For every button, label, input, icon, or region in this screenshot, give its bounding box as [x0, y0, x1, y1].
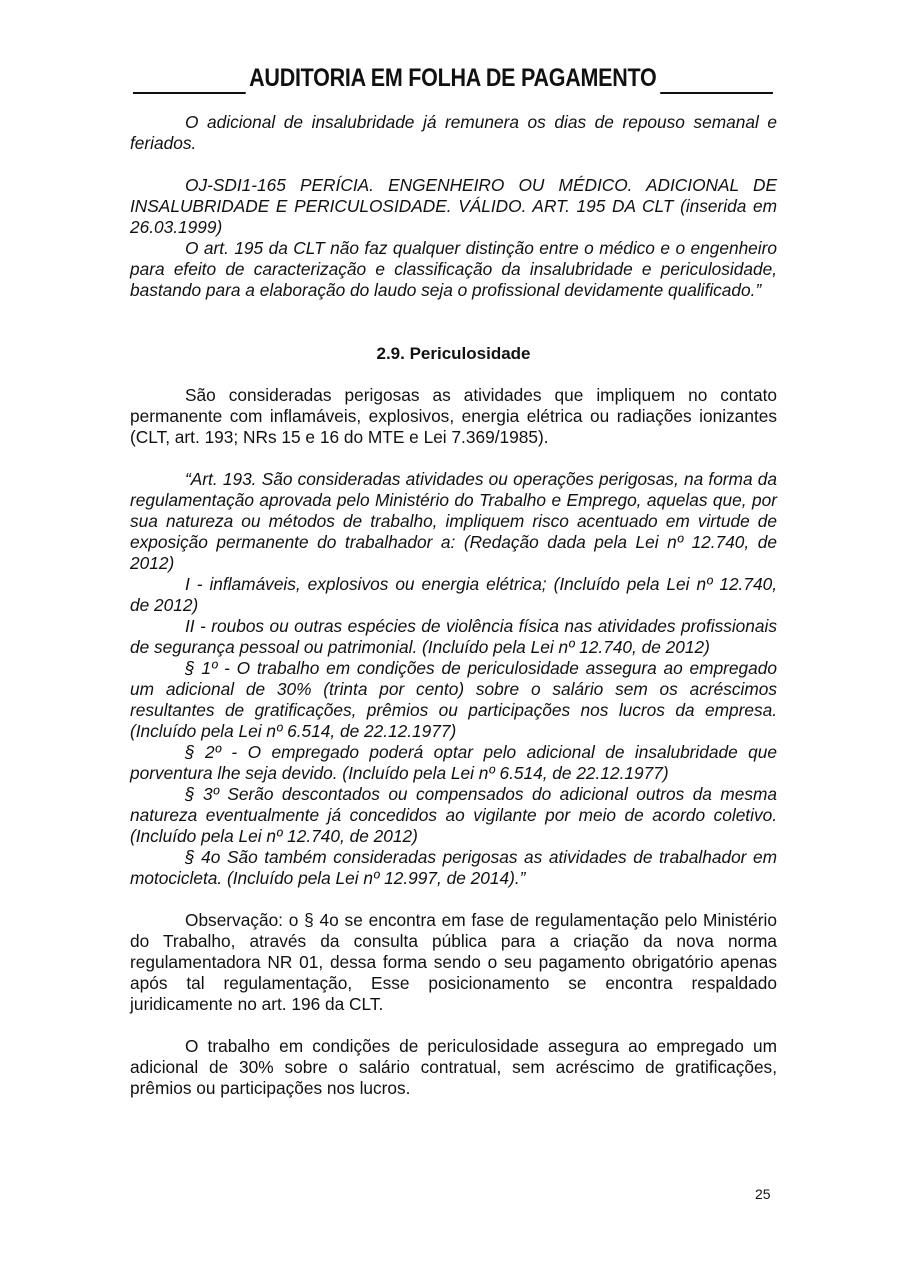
- art193-inciso-1: I - inflamáveis, explosivos ou energia elétrica; (Incluído pela Lei nº 12.740, de 2012): [130, 574, 777, 615]
- quote-paragraph-insalubridade: O adicional de insalubridade já remunera os dias de repouso semanal e feriados.: [130, 112, 777, 153]
- art193-caput: “Art. 193. São consideradas atividades ou operações perigosas, na forma da regulamentação aprovada pelo Ministério do Trabalho e Emprego, aquelas que, por sua natureza ou métodos de trabalho, impliquem risco acentuado em virtude de exposição permanente do trabalhador a: (Redação dada pela Lei nº 12.740, de 2012): [130, 469, 777, 573]
- section-heading: 2.9. Periculosidade: [376, 344, 531, 363]
- oj-title: OJ-SDI1-165 PERÍCIA. ENGENHEIRO OU MÉDICO. ADICIONAL DE INSALUBRIDADE E PERICULOSIDADE. VÁLIDO. ART. 195 DA CLT (inserida em 26.03.1999): [130, 175, 777, 237]
- document-title: AUDITORIA EM FOLHA DE PAGAMENTO: [246, 61, 660, 95]
- observation-paragraph: Observação: o § 4o se encontra em fase de regulamentação pelo Ministério do Trabalho, através da consulta pública para a criação da nova norma regulamentadora NR 01, dessa forma sendo o seu pagamento obrigatório apenas após tal regulamentação, Esse posicionamento se encontra respaldado juridicamente no art. 196 da CLT.: [130, 910, 777, 1014]
- art193-paragraph-1: § 1º - O trabalho em condições de periculosidade assegura ao empregado um adicional de 30% (trinta por cento) sobre o salário sem os acréscimos resultantes de gratificações, prêmios ou participações nos lucros da empresa. (Incluído pela Lei nº 6.514, de 22.12.1977): [130, 658, 777, 741]
- art193-paragraph-3: § 3º Serão descontados ou compensados do adicional outros da mesma natureza eventualmente já concedidos ao vigilante por meio de acordo coletivo. (Incluído pela Lei nº 12.740, de 2012): [130, 784, 777, 846]
- section-intro-paragraph: São consideradas perigosas as atividades que impliquem no contato permanente com inflamáveis, explosivos, energia elétrica ou radiações ionizantes (CLT, art. 193; NRs 15 e 16 do MTE e Lei 7.369/1985).: [130, 385, 777, 447]
- art193-paragraph-2: § 2º - O empregado poderá optar pelo adicional de insalubridade que porventura lhe seja devido. (Incluído pela Lei nº 6.514, de 22.12.1977): [130, 742, 777, 783]
- page-body: [130, 112, 777, 1099]
- page-number: 25: [755, 1186, 771, 1202]
- art193-paragraph-4: § 4o São também consideradas perigosas as atividades de trabalhador em motocicleta. (Incluído pela Lei nº 12.997, de 2014).”: [130, 847, 777, 888]
- art193-inciso-2: II - roubos ou outras espécies de violência física nas atividades profissionais de segurança pessoal ou patrimonial. (Incluído pela Lei nº 12.740, de 2012): [130, 616, 777, 657]
- conclusion-paragraph: O trabalho em condições de periculosidade assegura ao empregado um adicional de 30% sobre o salário contratual, sem acréscimo de gratificações, prêmios ou participações nos lucros.: [130, 1036, 777, 1098]
- page-header: [133, 58, 773, 94]
- oj-body: O art. 195 da CLT não faz qualquer distinção entre o médico e o engenheiro para efeito de caracterização e classificação da insalubridade e periculosidade, bastando para a elaboração do laudo seja o profissional devidamente qualificado.”: [130, 238, 777, 300]
